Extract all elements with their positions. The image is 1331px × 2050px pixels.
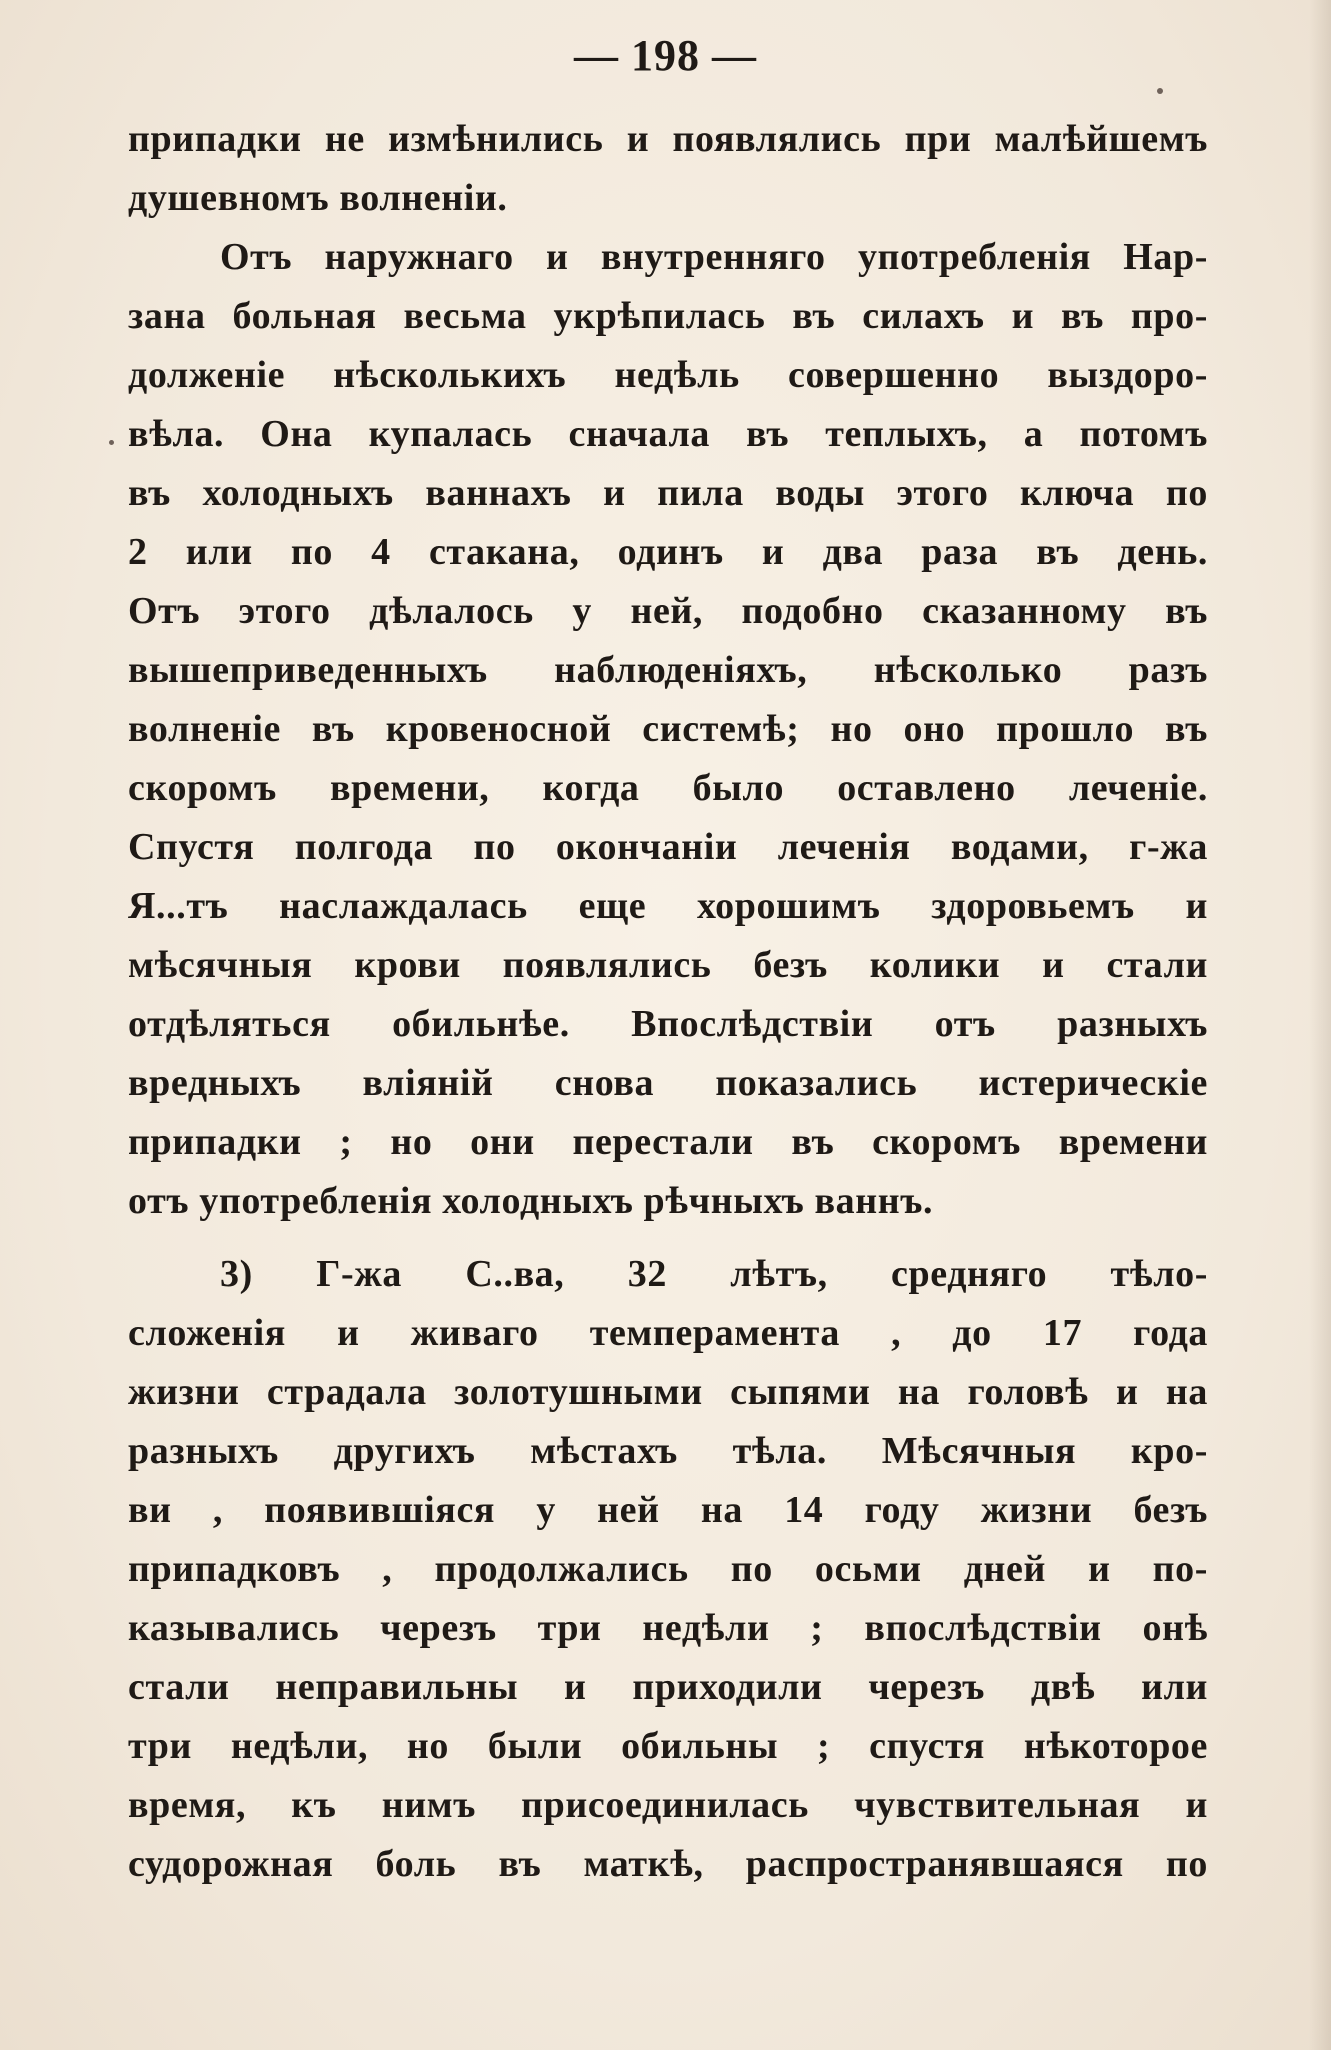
text-line: жизни страдала золотушными сыпями на головѣ и на: [128, 1371, 1208, 1413]
text-line: 2 или по 4 стакана, одинъ и два раза въ день.: [128, 531, 1208, 573]
text-line: Спустя полгода по окончаніи леченія водами, г-жа: [128, 826, 1208, 868]
text-line: Отъ этого дѣлалось у ней, подобно сказанному въ: [128, 590, 1208, 632]
text-line: вѣла. Она купалась сначала въ теплыхъ, а потомъ: [128, 413, 1208, 455]
text-line: долженіе нѣсколькихъ недѣль совершенно выздоро-: [128, 354, 1208, 396]
text-line: мѣсячныя крови появлялись безъ колики и стали: [128, 944, 1208, 986]
text-line: въ холодныхъ ваннахъ и пила воды этого ключа по: [128, 472, 1208, 514]
text-line: вышеприведенныхъ наблюденіяхъ, нѣсколько разъ: [128, 649, 1208, 691]
text-line: Я...тъ наслаждалась еще хорошимъ здоровьемъ и: [128, 885, 1208, 927]
paragraph-gap: [128, 1231, 1208, 1245]
text-line: припадки ; но они перестали въ скоромъ времени: [128, 1121, 1208, 1163]
text-line: стали неправильны и приходили черезъ двѣ или: [128, 1666, 1208, 1708]
text-line: сложенія и живаго темперамента , до 17 года: [128, 1312, 1208, 1354]
text-line: скоромъ времени, когда было оставлено леченіе.: [128, 767, 1208, 809]
page-edge-shadow: [1309, 0, 1331, 2050]
page-number: — 198 —: [574, 31, 757, 80]
text-line: ви , появившіяся у ней на 14 году жизни безъ: [128, 1489, 1208, 1531]
text-line: вредныхъ вліяній снова показались истерическіе: [128, 1062, 1208, 1104]
text-line: душевномъ волненіи.: [128, 177, 508, 219]
paper-speck: [109, 440, 114, 445]
text-line: зана больная весьма укрѣпилась въ силахъ и въ про-: [128, 295, 1208, 337]
text-line: отъ употребленія холодныхъ рѣчныхъ ваннъ.: [128, 1180, 934, 1222]
text-line: припадки не измѣнились и появлялись при малѣйшемъ: [128, 118, 1208, 160]
text-line: время, къ нимъ присоединилась чувствительная и: [128, 1784, 1208, 1826]
text-line: отдѣляться обильнѣе. Впослѣдствіи отъ разныхъ: [128, 1003, 1208, 1045]
text-line: 3) Г-жа С..ва, 32 лѣтъ, средняго тѣло-: [220, 1253, 1208, 1295]
text-line: разныхъ другихъ мѣстахъ тѣла. Мѣсячныя кро-: [128, 1430, 1208, 1472]
text-line: судорожная боль въ маткѣ, распространявшаяся по: [128, 1843, 1208, 1885]
text-line: три недѣли, но были обильны ; спустя нѣкоторое: [128, 1725, 1208, 1767]
paper-speck: [1157, 88, 1163, 94]
text-line: Отъ наружнаго и внутренняго употребленія Нар-: [220, 236, 1208, 278]
text-line: казывались черезъ три недѣли ; впослѣдствіи онѣ: [128, 1607, 1208, 1649]
page-text: [128, 110, 1208, 1894]
text-line: припадковъ , продолжались по осьми дней и по-: [128, 1548, 1208, 1590]
text-line: волненіе въ кровеносной системѣ; но оно прошло въ: [128, 708, 1208, 750]
